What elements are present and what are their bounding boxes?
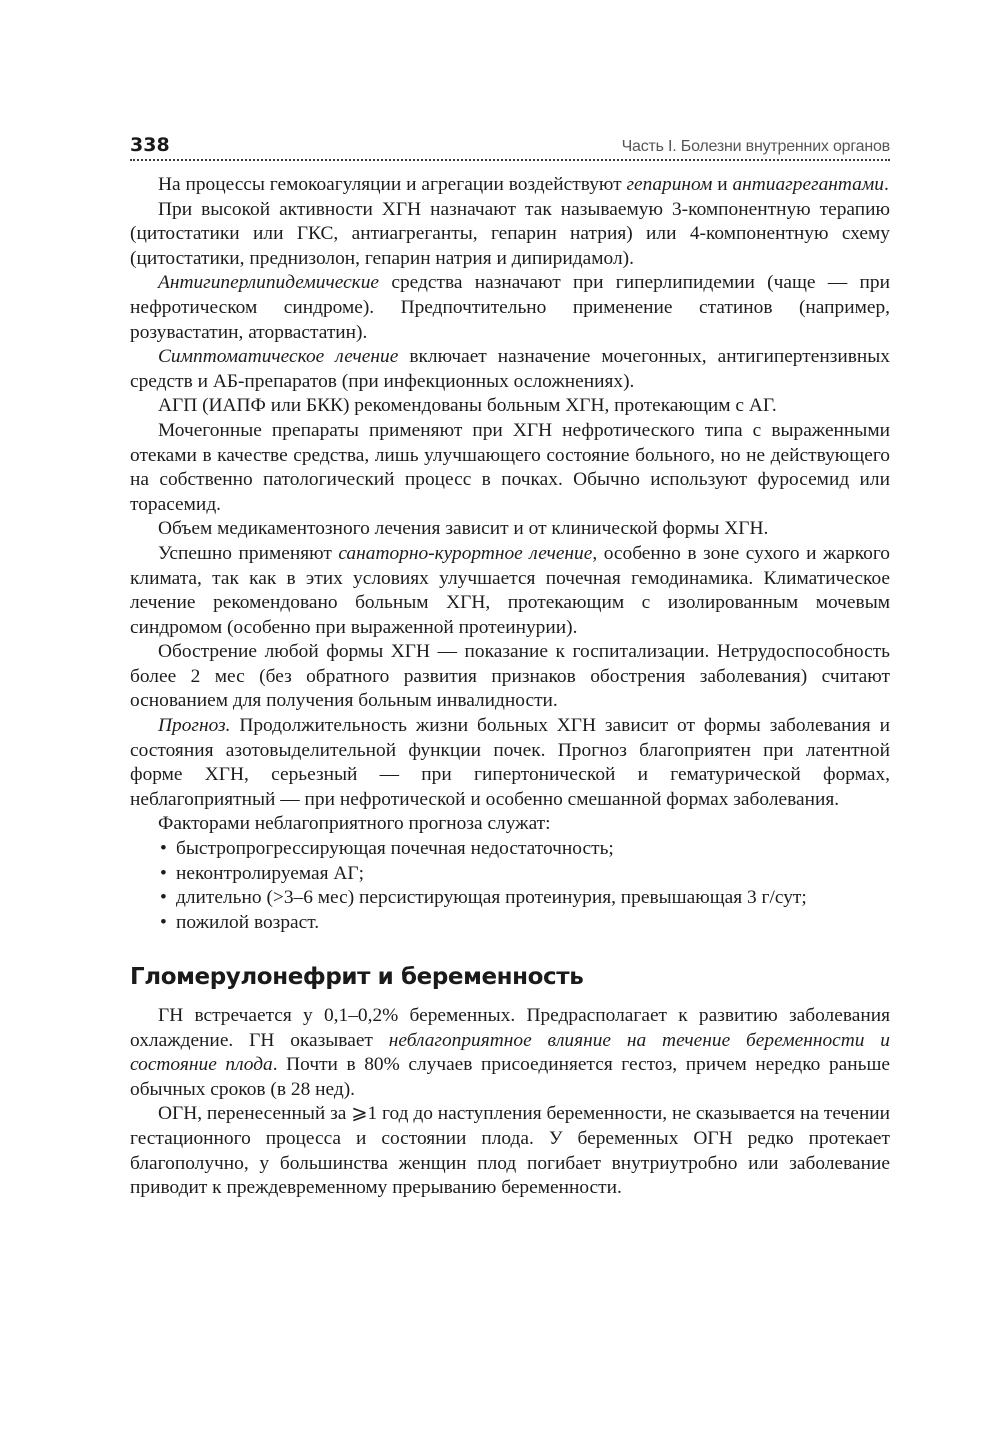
list-item: • пожилой возраст.	[130, 911, 890, 936]
paragraph-pregnancy-ogn: ОГН, перенесенный за ⩾1 год до наступления беременности, не сказывается на течении гестационного процесса и состоянии плода. У беременных ОГН редко протекает благополучно, у большинства женщин плод погибает внутриутробно или заболевание приводит к преждевременному прерыванию беременности.	[130, 1103, 890, 1199]
emphasis-term: санаторно-курортное лечение	[338, 542, 593, 564]
paragraph-text: средства назначают при гиперлипидемии (чаще — при нефротическом синдроме). Предпочтительно применение статинов (например, розувастатин, аторвастатин).	[130, 272, 890, 343]
emphasis-term: антиагрегантами	[732, 174, 884, 195]
body-text	[130, 173, 890, 1201]
paragraph-text: включает назначение мочегонных, антигипертензивных средств и АБ-препаратов (при инфекционных осложнениях).	[130, 346, 890, 392]
paragraph-antihyperlipidemic	[130, 271, 890, 345]
list-item: • неконтролируемая АГ;	[130, 862, 890, 887]
paragraph-text: ГН встречается у 0,1–0,2% беременных. Предрасполагает к развитию заболевания охлаждение. ГН оказывает	[130, 1005, 890, 1051]
paragraph-text: Успешно применяют	[158, 542, 339, 564]
running-head	[130, 128, 890, 161]
paragraph-diuretics: Мочегонные препараты применяют при ХГН нефротического типа с выраженными отеками в качестве средства, лишь улучшающего состояние больного, но не действующего на собственно патологический процесс в почках. Обычно используют фуросемид или торасемид.	[130, 419, 890, 515]
paragraph-agp: АГП (ИАПФ или БКК) рекомендованы больным ХГН, протекающим с АГ.	[158, 395, 777, 417]
emphasis-term: неблагоприятное влияние на течение беременности и состояние плода	[130, 1029, 890, 1076]
paragraph-spa-treatment	[130, 542, 890, 640]
running-title: Часть I. Болезни внутренних органов	[621, 138, 890, 155]
paragraph-prognosis	[130, 714, 890, 812]
paragraph-anticoagulants	[130, 173, 890, 198]
list-item: • длительно (>3–6 мес) персистирующая протеинурия, превышающая 3 г/сут;	[130, 886, 890, 911]
list-item: • быстропрогрессирующая почечная недостаточность;	[130, 837, 890, 862]
emphasis-term: Антигиперлипидемические	[158, 272, 380, 294]
paragraph-text: , особенно в зоне сухого и жаркого климата, так как в этих условиях улучшается почечная гемодинамика. Климатическое лечение рекомендовано больным ХГН, протекающим с изолированным мочевым синдромом (особенно при выраженной протеинурии).	[130, 542, 890, 638]
page-number: 338	[130, 134, 170, 156]
paragraph-text: На процессы гемокоагуляции и агрегации воздействуют	[158, 174, 627, 195]
paragraph-pregnancy-incidence	[130, 1004, 890, 1102]
section-heading: Гломерулонефрит и беременность	[130, 964, 584, 991]
emphasis-term: гепарином	[626, 174, 713, 195]
risk-factor-list	[130, 837, 890, 935]
book-page	[130, 128, 890, 1201]
paragraph-treatment-volume: Объем медикаментозного лечения зависит и от клинической формы ХГН.	[158, 518, 769, 540]
paragraph-therapy-scheme: При высокой активности ХГН назначают так называемую 3-компонентную терапию (цитостатики или ГКС, антиагреганты, гепарин натрия) или 4-компонентную схему (цитостатики, преднизолон, гепарин натрия и дипиридамол).	[130, 198, 890, 269]
paragraph-text: и	[712, 174, 733, 195]
paragraph-exacerbation: Обострение любой формы ХГН — показание к госпитализации. Нетрудоспособность более 2 мес (без обратного развития признаков обострения заболевания) считают основанием для получения больным инвалидности.	[130, 641, 890, 712]
paragraph-text: . Почти в 80% случаев присоединяется гестоз, причем нередко раньше обычных сроков (в 28 нед).	[130, 1054, 891, 1100]
emphasis-term: Симптоматическое лечение	[158, 346, 399, 368]
paragraph-text: Продолжительность жизни больных ХГН зависит от формы заболевания и состояния азотовыделительной функции почек. Прогноз благоприятен при латентной форме ХГН, серьезный — при гипертонической и гематурической формах, неблагоприятный — при нефротической и особенно смешанной формах заболевания.	[130, 715, 890, 810]
paragraph-risk-factors: Факторами неблагоприятного прогноза служат:	[158, 813, 551, 835]
paragraph-text: .	[883, 174, 889, 195]
paragraph-symptomatic	[130, 345, 890, 394]
emphasis-term: Прогноз.	[158, 715, 231, 737]
